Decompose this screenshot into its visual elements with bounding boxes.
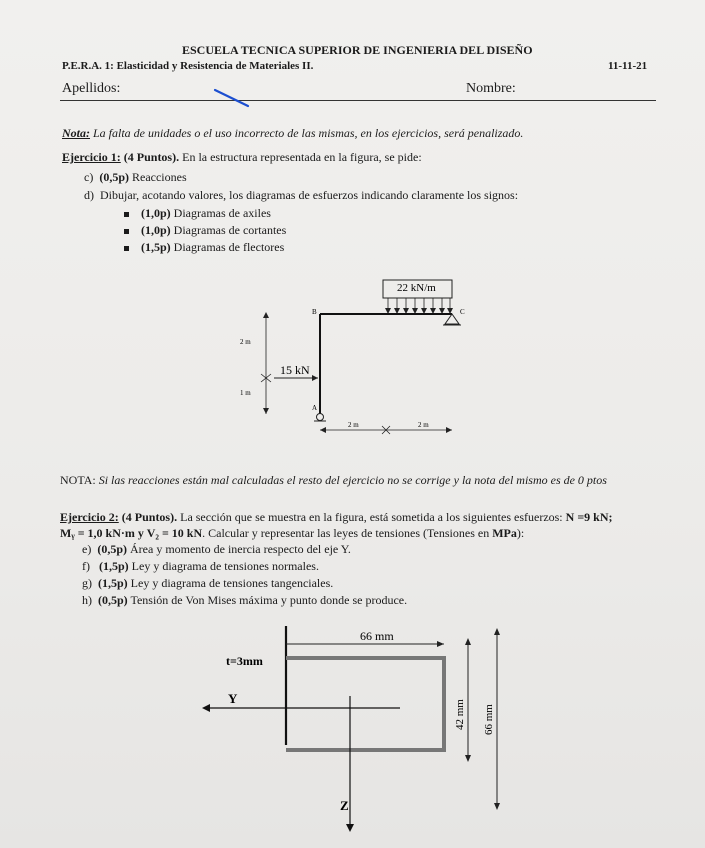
item-letter: f) <box>82 559 90 573</box>
section-figure <box>190 620 520 842</box>
item-letter: h) <box>82 593 92 607</box>
ex2-item-e <box>82 542 351 557</box>
load-label: 22 kN/m <box>397 282 436 294</box>
bullet-icon <box>124 212 129 217</box>
ex2-points: (4 Puntos). <box>118 510 178 524</box>
item-letter: e) <box>82 542 92 556</box>
bullet-points: (1,0p) <box>141 223 171 237</box>
node-a: A <box>312 404 318 412</box>
ex2-item-h <box>82 593 407 608</box>
surname-label: Apellidos: <box>62 81 121 96</box>
bullet-icon <box>124 246 129 251</box>
item-points: (0,5p) <box>97 542 127 556</box>
ex1-intro: En la estructura representada en la figura, se pide: <box>179 150 422 164</box>
item-text: Tensión de Von Mises máxima y punto donde se produce. <box>127 593 408 607</box>
z-axis-label: Z <box>340 798 349 813</box>
ex2-n: N =9 kN; <box>565 510 613 524</box>
pen-mark <box>212 86 252 110</box>
course-title: P.E.R.A. 1: Elasticidad y Resistencia de Materiales II. <box>62 60 314 72</box>
dim-2m-h1: 2 m <box>348 421 359 429</box>
name-label: Nombre: <box>466 81 516 96</box>
ex2-heading-line1 <box>60 510 613 525</box>
item-text: Dibujar, acotando valores, los diagramas de esfuerzos indicando claramente los signos: <box>100 188 519 202</box>
y-axis-label: Y <box>228 691 238 706</box>
school-title: ESCUELA TECNICA SUPERIOR DE INGENIERIA DEL DISEÑO <box>182 43 533 57</box>
item-points: (0,5p) <box>99 170 129 184</box>
roller-support-a <box>317 414 324 421</box>
nota2-label: NOTA: <box>60 473 96 487</box>
item-letter: d) <box>84 188 94 202</box>
bullet-text: Diagramas de flectores <box>170 240 285 254</box>
dim-2m-vertical: 2 m <box>240 338 251 346</box>
ex1-bullet <box>124 206 271 221</box>
ex2-item-f <box>82 559 319 574</box>
ex1-item-d <box>84 188 518 203</box>
exam-date: 11-11-21 <box>608 60 648 72</box>
thickness-label: t=3mm <box>226 654 263 668</box>
ex2-my: Mᵧ = 1,0 kN·m <box>60 526 135 540</box>
item-points: (1,5p) <box>99 559 129 573</box>
ex2-title: Ejercicio 2: <box>60 510 119 524</box>
ex2-rest: . Calcular y representar las leyes de tensiones (Tensiones en <box>202 526 493 540</box>
ex2-and: y <box>134 526 147 540</box>
structure-figure <box>230 268 480 438</box>
ex1-item-c <box>84 170 187 185</box>
item-points: (1,5p) <box>98 576 128 590</box>
ex2-mpa: MPa <box>492 526 517 540</box>
ex1-heading <box>62 150 422 165</box>
pin-support-c <box>445 314 459 324</box>
bullet-points: (1,0p) <box>141 206 171 220</box>
ex2-intro: La sección que se muestra en la figura, está sometida a los siguientes esfuerzos: <box>177 510 566 524</box>
ex2-heading-line2 <box>60 526 524 541</box>
ex1-title: Ejercicio 1: <box>62 150 121 164</box>
nota2-text: Si las reacciones están mal calculadas el resto del ejercicio no se corrige y la nota del mismo es de 0 ptos <box>95 473 607 487</box>
bullet-text: Diagramas de cortantes <box>170 223 287 237</box>
force-label: 15 kN <box>280 363 310 377</box>
nota-line <box>62 126 523 141</box>
bullet-icon <box>124 229 129 234</box>
ex1-bullet <box>124 223 286 238</box>
header-rule <box>60 100 656 101</box>
bullet-points: (1,5p) <box>141 240 171 254</box>
item-text: Ley y diagrama de tensiones normales. <box>128 559 319 573</box>
ex1-bullet <box>124 240 284 255</box>
nota2-line <box>60 473 607 488</box>
ex1-points: (4 Puntos). <box>120 150 180 164</box>
ex2-item-g <box>82 576 333 591</box>
item-text: Reacciones <box>129 170 187 184</box>
bullet-text: Diagramas de axiles <box>170 206 271 220</box>
item-letter: g) <box>82 576 92 590</box>
dim-66-label: 66 mm <box>483 704 495 735</box>
item-text: Ley y diagrama de tensiones tangenciales. <box>127 576 334 590</box>
dim-2m-h2: 2 m <box>418 421 429 429</box>
dim-42-label: 42 mm <box>454 699 466 730</box>
item-letter: c) <box>84 170 94 184</box>
dim-1m-vertical: 1 m <box>240 389 251 397</box>
c-section <box>286 658 444 750</box>
item-text: Área y momento de inercia respecto del eje Y. <box>127 542 351 556</box>
node-b: B <box>312 308 317 316</box>
nota-text: La falta de unidades o el uso incorrecto de las mismas, en los ejercicios, será penalizado. <box>90 126 524 140</box>
ex2-close: ): <box>516 526 525 540</box>
width-label: 66 mm <box>360 629 394 643</box>
node-c: C <box>460 308 465 316</box>
item-points: (0,5p) <box>98 593 128 607</box>
ex2-vz: V₂ = 10 kN <box>146 526 203 540</box>
nota-label: Nota: <box>62 126 90 140</box>
